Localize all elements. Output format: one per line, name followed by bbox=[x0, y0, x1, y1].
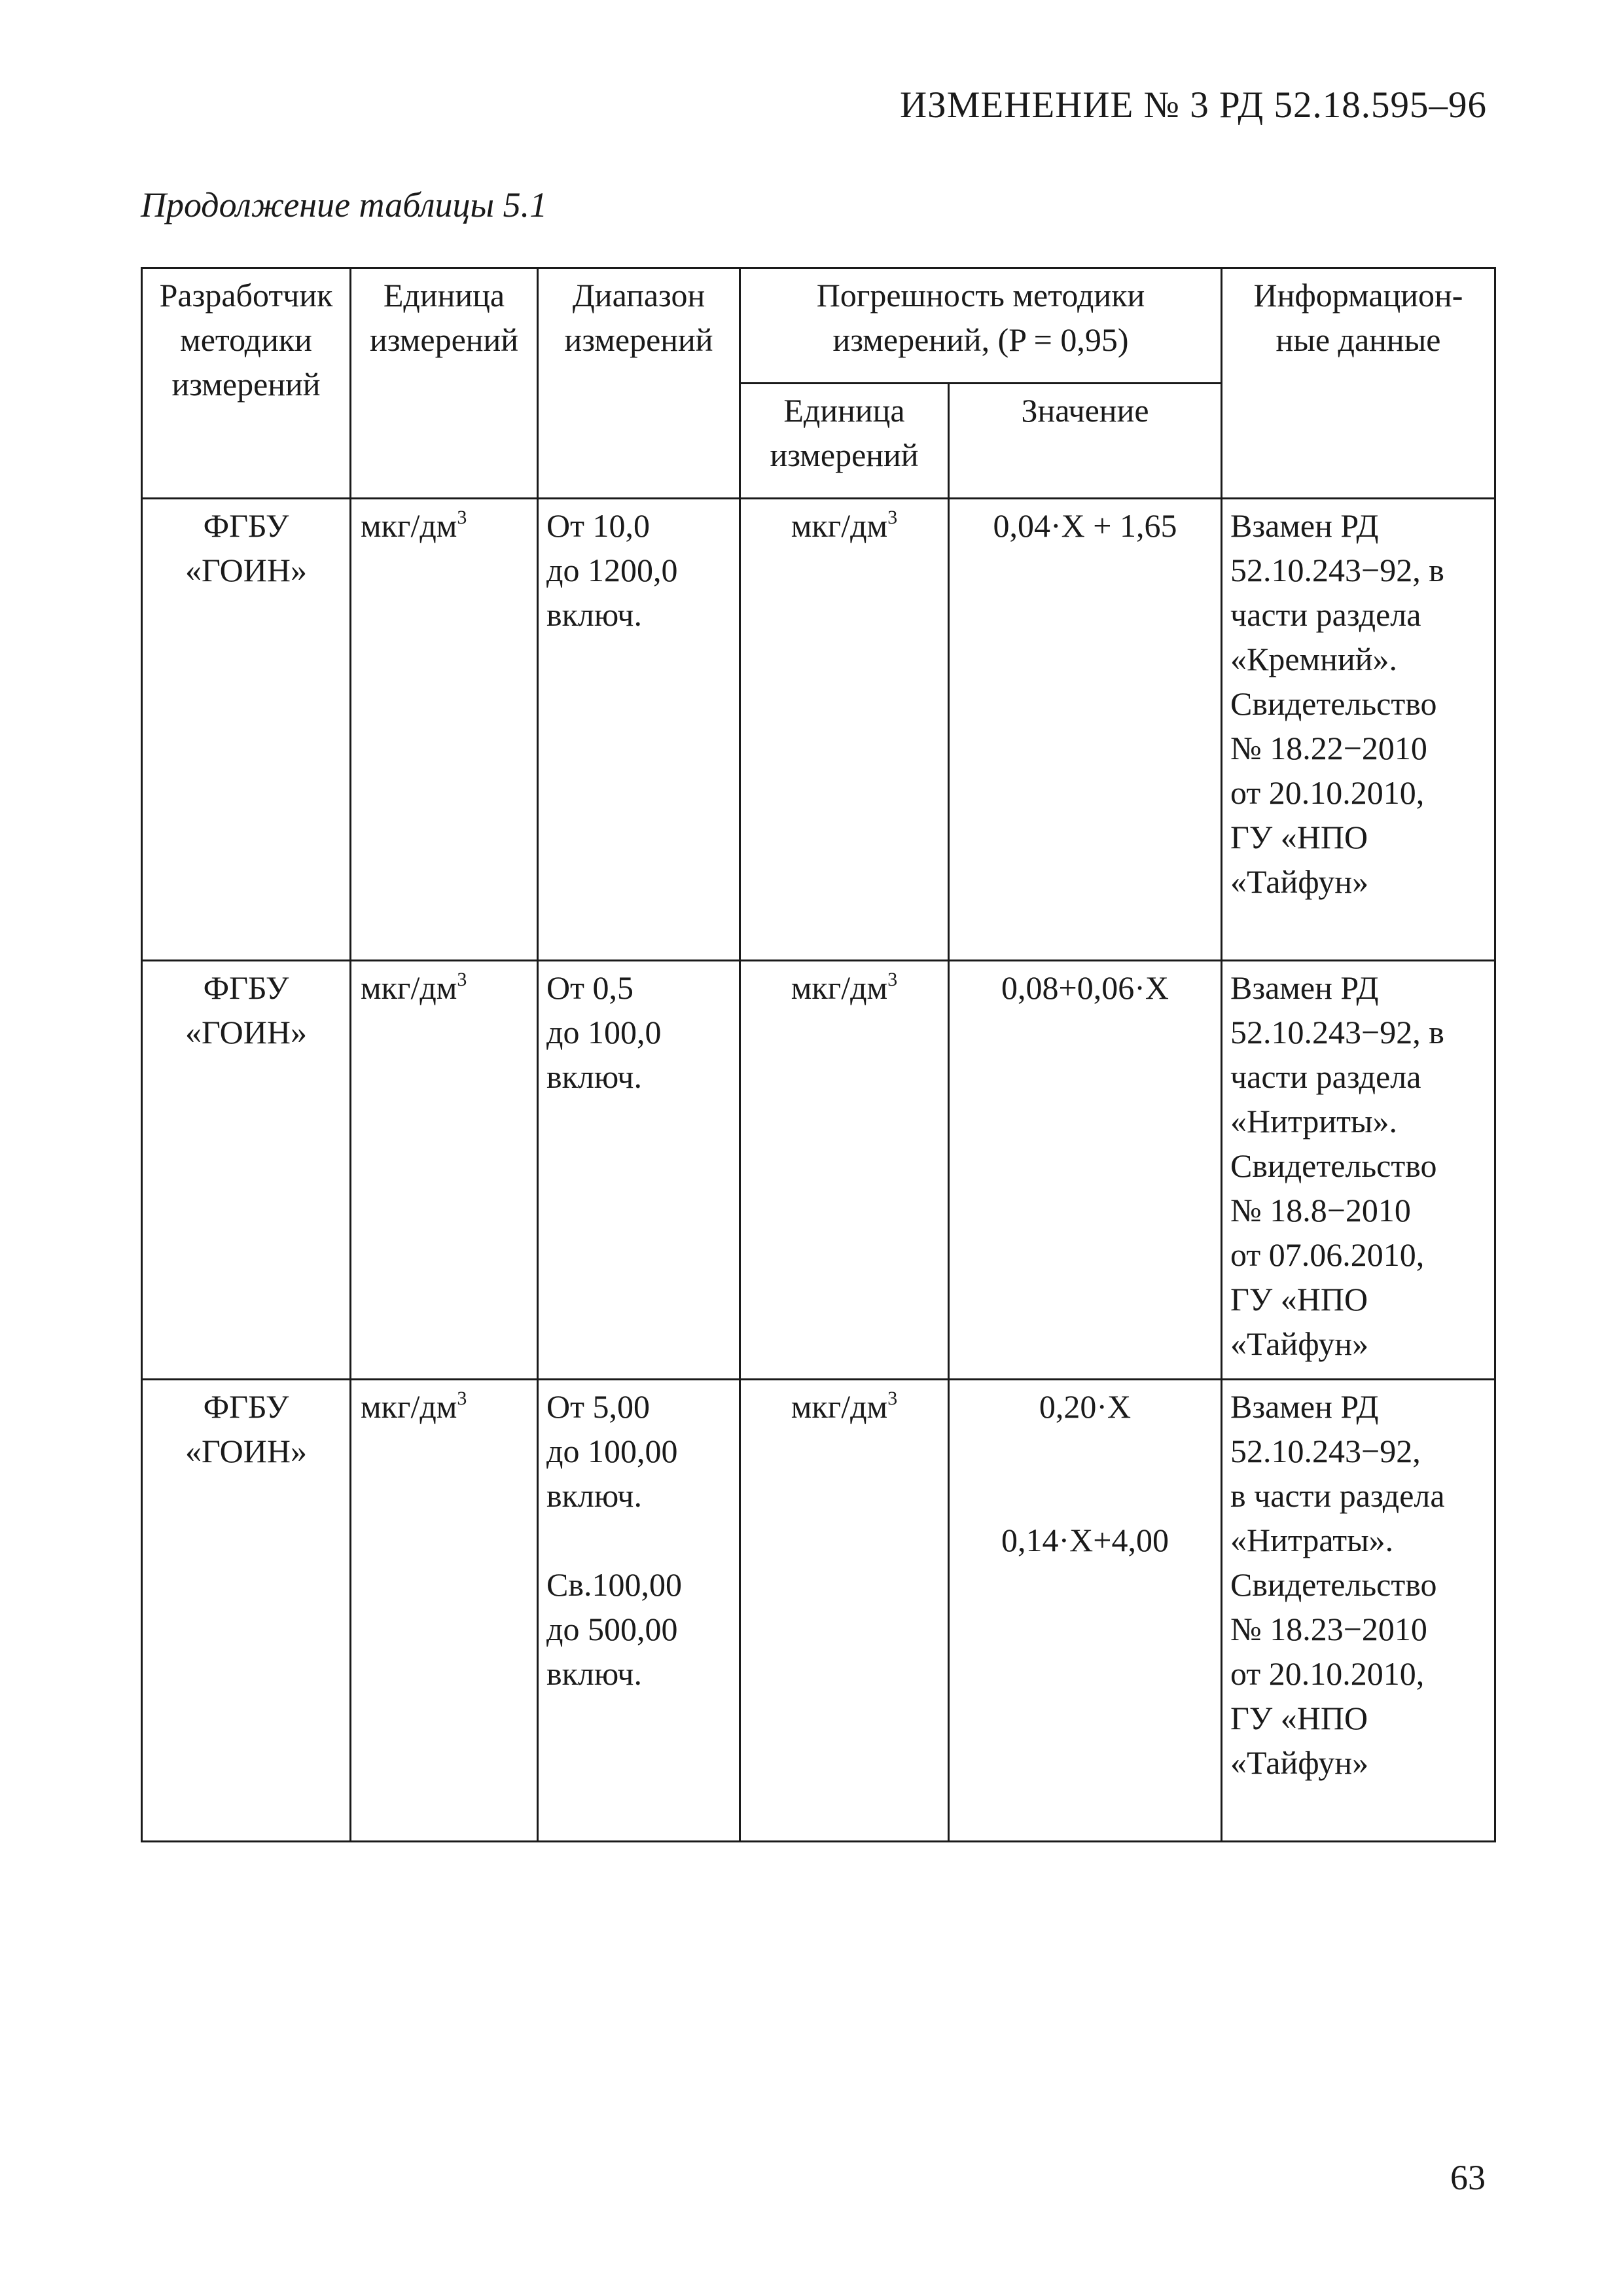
range-line: до 100,00 bbox=[546, 1433, 678, 1469]
header-line: измерений bbox=[770, 437, 919, 473]
unit-text: мкг/дм bbox=[791, 969, 888, 1006]
info-line: Взамен РД bbox=[1230, 969, 1379, 1006]
header-line: Диапазон bbox=[572, 277, 705, 314]
unit-exponent: 3 bbox=[887, 969, 898, 990]
table-continuation-label: Продолжение таблицы 5.1 bbox=[141, 185, 548, 224]
header-error-value bbox=[949, 384, 1222, 499]
range-cell bbox=[538, 1380, 740, 1842]
info-line: № 18.23−2010 bbox=[1230, 1611, 1427, 1647]
developer-line: ФГБУ bbox=[203, 507, 289, 544]
unit-cell bbox=[740, 499, 949, 961]
developer-cell bbox=[142, 499, 351, 961]
range-line: включ. bbox=[546, 1058, 642, 1095]
info-line: части раздела bbox=[1230, 1058, 1421, 1095]
header-line: Единица bbox=[783, 392, 905, 429]
header-error-unit bbox=[740, 384, 949, 499]
info-line: ГУ «НПО bbox=[1230, 819, 1368, 855]
developer-cell bbox=[142, 1380, 351, 1842]
info-line: «Нитриты». bbox=[1230, 1103, 1398, 1139]
info-line: 52.10.243−92, в bbox=[1230, 552, 1444, 588]
unit-text: мкг/дм bbox=[361, 1388, 457, 1425]
info-line: от 20.10.2010, bbox=[1230, 1655, 1425, 1692]
error-value-cell bbox=[949, 961, 1222, 1380]
header-line: методики bbox=[180, 321, 312, 358]
info-line: 52.10.243−92, в bbox=[1230, 1014, 1444, 1050]
unit-exponent: 3 bbox=[887, 1388, 898, 1409]
methods-table bbox=[141, 267, 1496, 1842]
info-cell bbox=[1222, 961, 1495, 1380]
header-line: измерений bbox=[564, 321, 713, 358]
range-line: включ. bbox=[546, 1655, 642, 1692]
unit-text: мкг/дм bbox=[361, 507, 457, 544]
header-line: Единица bbox=[383, 277, 505, 314]
range-line: Св.100,00 bbox=[546, 1566, 682, 1603]
info-line: части раздела bbox=[1230, 596, 1421, 633]
info-line: «Нитраты». bbox=[1230, 1522, 1394, 1558]
info-line: Свидетельство bbox=[1230, 1566, 1437, 1603]
header-unit bbox=[351, 268, 538, 499]
info-cell bbox=[1222, 1380, 1495, 1842]
info-line: Свидетельство bbox=[1230, 685, 1437, 722]
developer-line: «ГОИН» bbox=[185, 552, 307, 588]
header-line: ные данные bbox=[1275, 321, 1441, 358]
info-line: «Тайфун» bbox=[1230, 863, 1369, 900]
header-info bbox=[1222, 268, 1495, 499]
unit-text: мкг/дм bbox=[791, 1388, 888, 1425]
header-line: измерений, (P = 0,95) bbox=[832, 321, 1129, 358]
unit-cell bbox=[351, 1380, 538, 1842]
developer-line: «ГОИН» bbox=[185, 1014, 307, 1050]
unit-exponent: 3 bbox=[457, 969, 467, 990]
range-line: От 0,5 bbox=[546, 969, 633, 1006]
developer-cell bbox=[142, 961, 351, 1380]
page-number: 63 bbox=[1450, 2158, 1486, 2197]
header-line: Информацион- bbox=[1253, 277, 1463, 314]
developer-line: ФГБУ bbox=[203, 969, 289, 1006]
info-line: Взамен РД bbox=[1230, 1388, 1379, 1425]
range-line: От 10,0 bbox=[546, 507, 650, 544]
range-line: до 500,00 bbox=[546, 1611, 678, 1647]
header-line: измерений bbox=[369, 321, 519, 358]
header-developer bbox=[142, 268, 351, 499]
error-value: 0,14·X+4,00 bbox=[1001, 1522, 1169, 1558]
header-line: Погрешность методики bbox=[816, 277, 1145, 314]
info-line: № 18.22−2010 bbox=[1230, 730, 1427, 766]
unit-exponent: 3 bbox=[457, 507, 467, 528]
unit-exponent: 3 bbox=[887, 507, 898, 528]
info-line: от 20.10.2010, bbox=[1230, 774, 1425, 811]
unit-cell bbox=[740, 1380, 949, 1842]
range-line: От 5,00 bbox=[546, 1388, 650, 1425]
info-line: «Кремний». bbox=[1230, 641, 1397, 677]
range-line: включ. bbox=[546, 1477, 642, 1514]
error-value-cell bbox=[949, 1380, 1222, 1842]
developer-line: «ГОИН» bbox=[185, 1433, 307, 1469]
info-line: ГУ «НПО bbox=[1230, 1281, 1368, 1318]
info-cell bbox=[1222, 499, 1495, 961]
error-value: 0,08+0,06·X bbox=[1001, 969, 1169, 1006]
info-line: Взамен РД bbox=[1230, 507, 1379, 544]
table-row bbox=[142, 1380, 1495, 1842]
range-cell bbox=[538, 961, 740, 1380]
header-line: Разработчик bbox=[159, 277, 333, 314]
header-range bbox=[538, 268, 740, 499]
unit-text: мкг/дм bbox=[361, 969, 457, 1006]
info-line: «Тайфун» bbox=[1230, 1325, 1369, 1362]
header-line: Значение bbox=[1021, 392, 1149, 429]
developer-line: ФГБУ bbox=[203, 1388, 289, 1425]
unit-cell bbox=[740, 961, 949, 1380]
info-line: 52.10.243−92, bbox=[1230, 1433, 1421, 1469]
unit-cell bbox=[351, 961, 538, 1380]
error-value-cell bbox=[949, 499, 1222, 961]
error-value: 0,04·X + 1,65 bbox=[993, 507, 1177, 544]
unit-exponent: 3 bbox=[457, 1388, 467, 1409]
range-line: включ. bbox=[546, 596, 642, 633]
range-line: до 100,0 bbox=[546, 1014, 662, 1050]
unit-cell bbox=[351, 499, 538, 961]
page-header: ИЗМЕНЕНИЕ № 3 РД 52.18.595–96 bbox=[899, 84, 1487, 126]
info-line: ГУ «НПО bbox=[1230, 1700, 1368, 1736]
range-line: до 1200,0 bbox=[546, 552, 678, 588]
error-value: 0,20·X bbox=[1039, 1388, 1132, 1425]
header-error-group bbox=[740, 268, 1222, 384]
range-cell bbox=[538, 499, 740, 961]
table-row bbox=[142, 499, 1495, 961]
info-line: «Тайфун» bbox=[1230, 1744, 1369, 1781]
table-row bbox=[142, 961, 1495, 1380]
info-line: Свидетельство bbox=[1230, 1147, 1437, 1184]
info-line: в части раздела bbox=[1230, 1477, 1445, 1514]
info-line: № 18.8−2010 bbox=[1230, 1192, 1411, 1229]
info-line: от 07.06.2010, bbox=[1230, 1236, 1425, 1273]
unit-text: мкг/дм bbox=[791, 507, 888, 544]
header-line: измерений bbox=[171, 366, 321, 403]
